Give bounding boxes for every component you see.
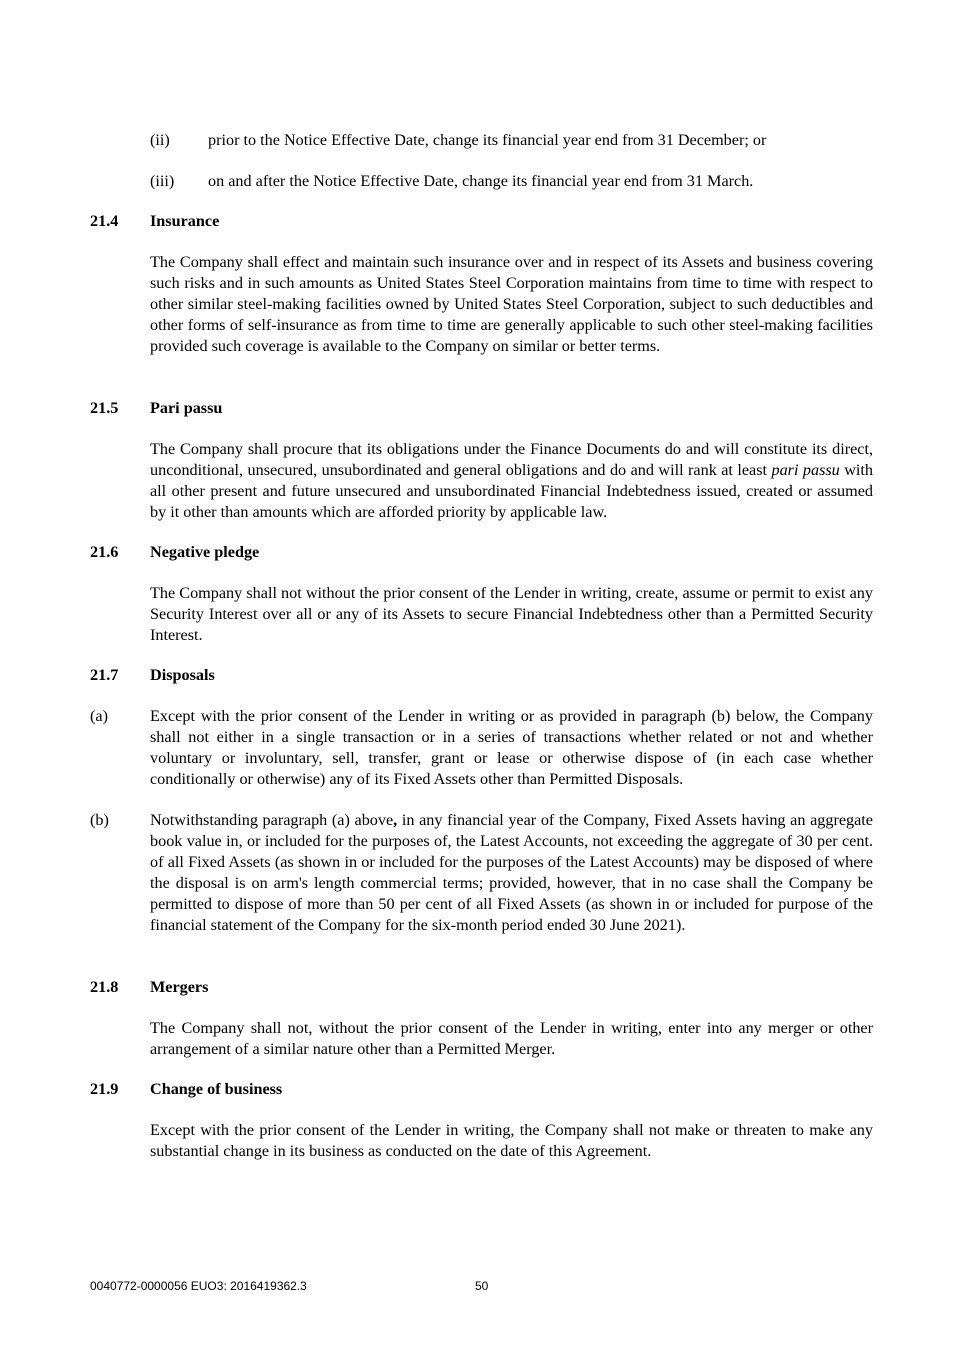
section-number: 21.7 — [90, 666, 119, 684]
paragraph-b — [150, 810, 873, 936]
section-number: 21.8 — [90, 978, 119, 996]
paragraph-label: (a) — [90, 707, 108, 725]
item-number: (ii) — [150, 131, 170, 149]
section-number: 21.9 — [90, 1080, 119, 1098]
body-italic-term: pari passu — [771, 461, 840, 479]
section-body-negative-pledge: The Company shall not without the prior consent of the Lender in writing, create, assume or permit to exist any Security Interest over all or any of its Assets to secure Financial Indebtedness other than a Permitted Security Interest. — [150, 584, 873, 644]
section-body-pari-passu — [150, 439, 873, 523]
section-title: Disposals — [150, 666, 215, 684]
section-body-insurance: The Company shall effect and maintain such insurance over and in respect of its Assets and business covering such risks and in such amounts as United States Steel Corporation maintains from time to time with respect to other similar steel-making facilities owned by United States Steel Corporation, subject to such deductibles and other forms of self-insurance as from time to time are generally applicable to such other steel-making facilities provided such coverage is available to the Company on similar or better terms. — [150, 253, 873, 355]
section-number: 21.4 — [90, 212, 119, 230]
item-number: (iii) — [150, 172, 175, 190]
paragraph-label: (b) — [90, 811, 109, 829]
section-title: Mergers — [150, 978, 209, 996]
section-title: Change of business — [150, 1080, 283, 1098]
section-number: 21.6 — [90, 543, 119, 561]
section-number: 21.5 — [90, 399, 119, 417]
section-title: Pari passu — [150, 399, 223, 417]
item-text: prior to the Notice Effective Date, change its financial year end from 31 December; or — [208, 131, 767, 149]
body-bold-comma: , — [393, 811, 398, 829]
section-body-mergers: The Company shall not, without the prior consent of the Lender in writing, enter into any merger or other arrangement of a similar nature other than a Permitted Merger. — [150, 1019, 873, 1058]
section-body-change-of-business: Except with the prior consent of the Lender in writing, the Company shall not make or threaten to make any substantial change in its business as conducted on the date of this Agreement. — [150, 1121, 873, 1160]
paragraph-a: Except with the prior consent of the Lender in writing or as provided in paragraph (b) below, the Company shall not either in a single transaction or in a series of transactions whether related or not and whether voluntary or involuntary, sell, transfer, grant or lease or otherwise dispose of (in each case whether conditionally or otherwise) any of its Fixed Assets other than Permitted Disposals. — [150, 707, 873, 788]
document-reference: 0040772-0000056 EUO3: 2016419362.3 — [90, 1279, 307, 1293]
body-text: Notwithstanding paragraph (a) above — [150, 811, 394, 829]
page-number: 50 — [475, 1279, 489, 1293]
body-text: in any financial year of the Company, Fixed Assets having an aggregate book value in, or included for the purposes of, the Latest Accounts, not exceeding the aggregate of 30 per cent. of all Fixed Assets (as shown in or included for the purposes of the Latest Accounts) may be disposed of where the disposal is on arm's length commercial terms; provided, however, that in no case shall the Company be permitted to dispose of more than 50 per cent of all Fixed Assets (as shown in or included for purpose of the financial statement of the Company for the six-month period ended 30 June 2021). — [150, 811, 873, 934]
item-text: on and after the Notice Effective Date, change its financial year end from 31 March. — [208, 172, 754, 190]
section-title: Insurance — [150, 212, 220, 230]
section-title: Negative pledge — [150, 543, 260, 561]
body-text: with all other present and future unsecured and unsubordinated Financial Indebtedness issued, created or assumed by it other than amounts which are afforded priority by applicable law. — [150, 461, 874, 521]
body-text: The Company shall procure that its obligations under the Finance Documents do and will constitute its direct, unconditional, unsecured, unsubordinated and general obligations and do and will rank at least — [150, 440, 873, 479]
